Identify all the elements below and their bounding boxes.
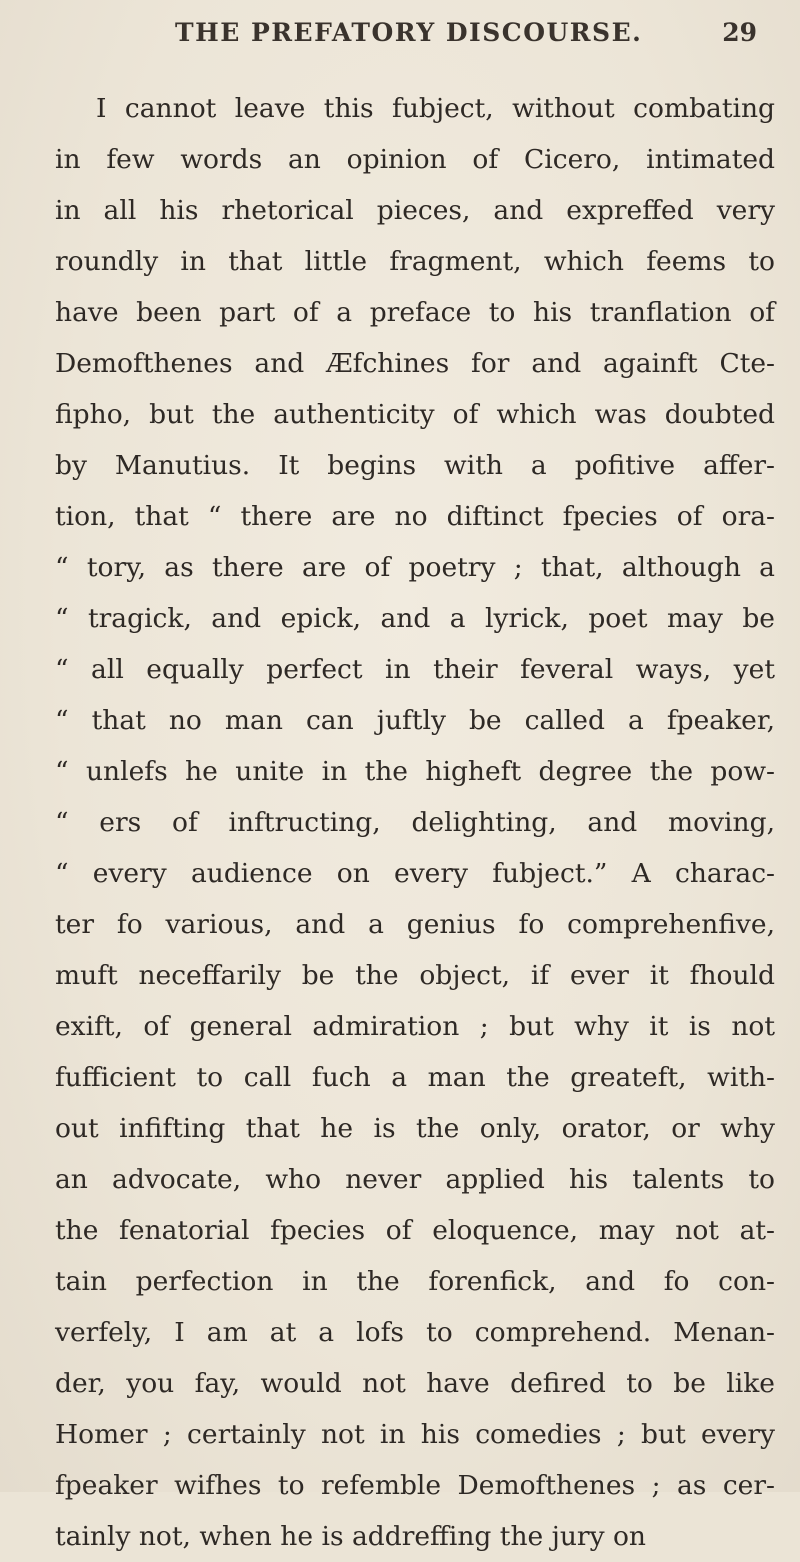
text-line: verfely, I am at a lofs to comprehend. Menan- (55, 1317, 775, 1348)
running-head: THE PREFATORY DISCOURSE. (175, 18, 643, 47)
text-line: “ that no man can juftly be called a fpeaker, (55, 705, 775, 736)
text-line: roundly in that little fragment, which feems to (55, 246, 775, 277)
text-line: out infifting that he is the only, orator, or why (55, 1113, 775, 1144)
text-line: an advocate, who never applied his talents to (55, 1164, 775, 1195)
text-line: “ every audience on every fubject.” A charac- (55, 858, 775, 889)
text-line: “ ers of inftructing, delighting, and moving, (55, 807, 775, 838)
text-line: “ tory, as there are of poetry ; that, although a (55, 552, 775, 583)
text-line: “ unlefs he unite in the higheft degree the pow- (55, 756, 775, 787)
text-line: tain perfection in the forenfick, and fo con- (55, 1266, 775, 1297)
text-line: I cannot leave this fubject, without combating (96, 93, 775, 124)
text-line: the fenatorial fpecies of eloquence, may not at- (55, 1215, 775, 1246)
body-text (55, 83, 775, 1562)
text-line: in all his rhetorical pieces, and expreffed very (55, 195, 775, 226)
text-line: tion, that “ there are no diftinct fpecies of ora- (55, 501, 775, 532)
text-line: by Manutius. It begins with a pofitive affer- (55, 450, 775, 481)
text-line: exift, of general admiration ; but why it is not (55, 1011, 775, 1042)
text-line: muft neceffarily be the object, if ever it fhould (55, 960, 775, 991)
text-line: Demofthenes and Æfchines for and againft Cte- (55, 348, 775, 379)
text-line: “ all equally perfect in their feveral ways, yet (55, 654, 775, 685)
text-line: fipho, but the authenticity of which was doubted (55, 399, 775, 430)
text-line: “ tragick, and epick, and a lyrick, poet may be (55, 603, 775, 634)
page-number: 29 (722, 18, 757, 47)
text-line: tainly not, when he is addreffing the jury on (55, 1521, 646, 1552)
text-line: Homer ; certainly not in his comedies ; but every (55, 1419, 775, 1450)
text-line: fufficient to call fuch a man the greateft, with- (55, 1062, 775, 1093)
text-line: have been part of a preface to his tranflation of (55, 297, 775, 328)
page-header (175, 18, 785, 58)
text-line: der, you fay, would not have defired to be like (55, 1368, 775, 1399)
text-line: fpeaker wifhes to refemble Demofthenes ; as cer- (55, 1470, 775, 1501)
text-line: in few words an opinion of Cicero, intimated (55, 144, 775, 175)
text-line: ter fo various, and a genius fo comprehenfive, (55, 909, 775, 940)
